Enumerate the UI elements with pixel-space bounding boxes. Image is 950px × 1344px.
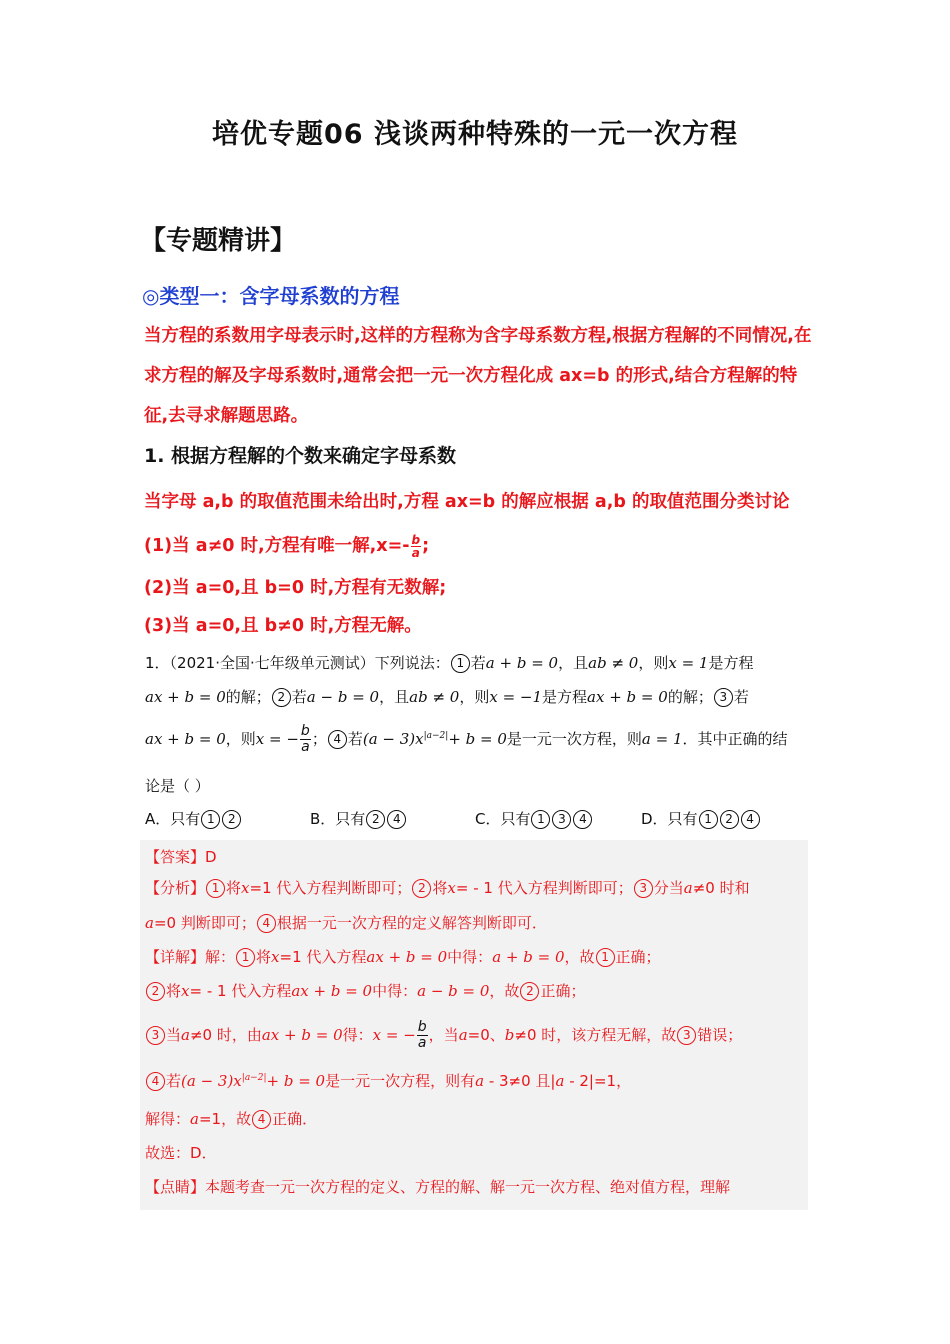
math-expression: x = − — [372, 1026, 416, 1044]
circled-3-icon: 3 — [634, 879, 653, 898]
circled-1-icon: 1 — [201, 810, 220, 829]
circled-1-icon: 1 — [531, 810, 550, 829]
detail-text: =0、 — [467, 1026, 505, 1044]
detail-fraction — [417, 1020, 428, 1051]
fraction-denominator: a — [417, 1035, 427, 1051]
solve-label: 解得： — [145, 1110, 191, 1128]
detail-text: ≠0 时，由 — [189, 1026, 262, 1044]
math-expression: a − b = 0 — [417, 982, 490, 1000]
analysis-label: 【分析】 — [145, 879, 206, 897]
choose-label: 故选： — [145, 1144, 191, 1162]
analysis-text: 将 — [226, 879, 242, 897]
math-expression: + b = 0 — [266, 1072, 326, 1090]
option-a-label: A．只有 — [145, 810, 201, 828]
math-expression: a + b = 0 — [485, 654, 559, 672]
math-var: x — [181, 982, 190, 1000]
question-text: ，则 — [459, 688, 490, 706]
circled-2-icon: 2 — [366, 810, 385, 829]
circled-2-icon: 2 — [272, 688, 291, 707]
question-text: 下列说法： — [374, 654, 450, 672]
circled-1-icon: 1 — [451, 654, 470, 673]
circled-3-icon: 3 — [146, 1026, 165, 1045]
circled-4-icon: 4 — [328, 730, 347, 749]
option-a[interactable] — [145, 808, 242, 829]
option-b-label: B．只有 — [310, 810, 366, 828]
question-line-1 — [145, 652, 753, 673]
answer-label: 【答案】 — [145, 848, 206, 866]
math-var: a — [475, 1072, 485, 1090]
question-text: 若 — [733, 688, 749, 706]
answer-line — [145, 846, 217, 867]
question-line-3 — [145, 724, 788, 755]
question-text: 若 — [291, 688, 307, 706]
math-expression: ab ≠ 0 — [588, 654, 639, 672]
detail-text: - 3≠0 且| — [484, 1072, 556, 1090]
option-c-label: C．只有 — [475, 810, 531, 828]
detail-text: 正确； — [615, 948, 661, 966]
subheading: 1. 根据方程解的个数来确定字母系数 — [144, 445, 457, 467]
analysis-line-1 — [145, 877, 750, 898]
circled-4-icon: 4 — [573, 810, 592, 829]
circled-4-icon: 4 — [252, 1110, 271, 1129]
circled-1-icon: 1 — [206, 879, 225, 898]
circled-4-icon: 4 — [146, 1072, 165, 1091]
question-text: 是方程 — [542, 688, 588, 706]
question-text: ，且 — [558, 654, 589, 672]
fraction-numerator: b — [300, 723, 310, 739]
detail-text: ，当 — [428, 1026, 459, 1044]
question-text: 是一元一次方程，则 — [506, 730, 642, 748]
math-var: a — [181, 1026, 190, 1044]
option-d[interactable] — [641, 808, 761, 829]
math-var: x — [241, 879, 250, 897]
math-var: a — [190, 1110, 199, 1128]
case-1-fraction — [411, 534, 422, 559]
math-var: a — [555, 1072, 565, 1090]
detail-text: 当 — [166, 1026, 182, 1044]
comment-text: 本题考查一元一次方程的定义、方程的解、解一元一次方程、绝对值方程，理解 — [205, 1178, 731, 1196]
analysis-text: 将 — [432, 879, 448, 897]
question-text: 的解； — [667, 688, 713, 706]
section-title: 【专题精讲】 — [140, 226, 297, 256]
question-fraction — [300, 724, 311, 755]
question-text: ，且 — [379, 688, 410, 706]
option-c[interactable] — [475, 808, 593, 829]
detail-text: ≠0 时，该方程无解，故 — [514, 1026, 677, 1044]
analysis-text: = - 1 代入方程判断即可； — [455, 879, 633, 897]
math-var: a — [683, 879, 693, 897]
math-expression: a + b = 0 — [492, 948, 565, 966]
solve-line — [145, 1108, 317, 1129]
option-b[interactable] — [310, 808, 407, 829]
detail-text: 中得： — [447, 948, 493, 966]
detail-label: 【详解】 — [145, 948, 206, 966]
question-text: 若 — [470, 654, 486, 672]
type-heading: ◎类型一：含字母系数的方程 — [142, 284, 400, 308]
detail-text: 是一元一次方程，则有 — [325, 1072, 476, 1090]
question-text: ，则 — [638, 654, 669, 672]
case-1-denominator: a — [411, 545, 420, 560]
detail-text: 若 — [166, 1072, 182, 1090]
comment-line — [145, 1176, 730, 1197]
option-d-label: D．只有 — [641, 810, 698, 828]
circled-4-icon: 4 — [741, 810, 760, 829]
answer-value: D — [205, 848, 217, 866]
intro-paragraph: 当方程的系数用字母表示时,这样的方程称为含字母系数方程,根据方程解的不同情况,在求方程的解及字母系数时,通常会把一元一次方程化成 ax=b 的形式,结合方程解的特征,去寻求解题思路。 — [144, 326, 812, 426]
math-var: x — [271, 948, 280, 966]
circled-3-icon: 3 — [552, 810, 571, 829]
math-exponent: |a−2| — [241, 1073, 267, 1083]
rule-intro: 当字母 a,b 的取值范围未给出时,方程 ax=b 的解应根据 a,b 的取值范围分类讨论 — [144, 492, 790, 512]
math-var: b — [504, 1026, 515, 1044]
detail-line-2 — [145, 980, 585, 1001]
case-2: (2)当 a=0,且 b=0 时,方程有无数解; — [144, 578, 447, 598]
detail-text: =1 代入方程 — [279, 948, 367, 966]
circled-1-icon: 1 — [236, 948, 255, 967]
case-1-end: ; — [422, 536, 430, 556]
math-expression: x = 1 — [668, 654, 709, 672]
question-line-2 — [145, 686, 749, 707]
question-number: 1． — [145, 654, 170, 672]
document-title: 培优专题06 浅谈两种特殊的一元一次方程 — [212, 119, 738, 150]
circled-2-icon: 2 — [146, 982, 165, 1001]
circled-1-icon: 1 — [699, 810, 718, 829]
case-1 — [144, 532, 429, 559]
choose-line — [145, 1142, 217, 1163]
math-expression: + b = 0 — [448, 730, 507, 748]
math-expression: (a − 3)x — [181, 1072, 242, 1090]
math-expression: a − b = 0 — [306, 688, 380, 706]
math-expression: ab ≠ 0 — [409, 688, 460, 706]
case-1-numerator: b — [411, 532, 421, 547]
math-expression: ax + b = 0 — [366, 948, 448, 966]
circled-1-icon: 1 — [596, 948, 615, 967]
detail-text: ，故 — [564, 948, 595, 966]
math-expression: ax + b = 0 — [291, 982, 373, 1000]
question-text: 若 — [347, 730, 363, 748]
question-text: 的解； — [225, 688, 271, 706]
detail-text: 得： — [342, 1026, 373, 1044]
math-expression: ax + b = 0 — [587, 688, 668, 706]
case-3: (3)当 a=0,且 b≠0 时,方程无解。 — [144, 616, 422, 636]
analysis-text: 根据一元一次方程的定义解答判断即可． — [276, 914, 547, 932]
question-line-4: 论是（ ） — [145, 777, 210, 795]
comment-label: 【点睛】 — [145, 1178, 206, 1196]
detail-text: 解： — [205, 948, 236, 966]
math-var: a — [458, 1026, 468, 1044]
math-var: x — [447, 879, 456, 897]
analysis-text: 分当 — [653, 879, 684, 897]
choose-value: D． — [190, 1144, 217, 1162]
analysis-text: =0 判断即可； — [153, 914, 256, 932]
detail-line-1 — [145, 946, 661, 967]
math-expression: ax + b = 0 — [145, 730, 226, 748]
question-text: 是方程 — [708, 654, 754, 672]
case-1-text: (1)当 a≠0 时,方程有唯一解,x=- — [144, 536, 410, 556]
circled-3-icon: 3 — [677, 1026, 696, 1045]
analysis-line-2 — [145, 912, 547, 933]
circled-4-icon: 4 — [387, 810, 406, 829]
solve-text: 正确． — [272, 1110, 318, 1128]
circled-2-icon: 2 — [412, 879, 431, 898]
math-expression: a = 1 — [641, 730, 683, 748]
solve-text: =1，故 — [198, 1110, 252, 1128]
fraction-denominator: a — [301, 739, 310, 755]
analysis-text: =1 代入方程判断即可； — [249, 879, 412, 897]
circled-2-icon: 2 — [520, 982, 539, 1001]
detail-line-4 — [145, 1070, 631, 1091]
detail-line-3 — [145, 1020, 742, 1051]
math-var: a — [145, 914, 154, 932]
detail-text: ，故 — [489, 982, 520, 1000]
detail-text: 正确； — [540, 982, 586, 1000]
math-exponent: |a−2| — [423, 731, 449, 741]
question-text: ； — [311, 730, 327, 748]
detail-text: 将 — [256, 948, 272, 966]
circled-4-icon: 4 — [257, 914, 276, 933]
math-expression: ax + b = 0 — [145, 688, 226, 706]
circled-3-icon: 3 — [714, 688, 733, 707]
analysis-text: ≠0 时和 — [692, 879, 750, 897]
circled-2-icon: 2 — [720, 810, 739, 829]
detail-text: - 2|=1， — [564, 1072, 632, 1090]
math-expression: x = − — [255, 730, 299, 748]
detail-text: 将 — [166, 982, 182, 1000]
detail-text: 中得： — [372, 982, 418, 1000]
detail-text: = - 1 代入方程 — [189, 982, 292, 1000]
math-expression: x = −1 — [489, 688, 543, 706]
math-expression: (a − 3)x — [362, 730, 424, 748]
question-text: ，则 — [225, 730, 256, 748]
detail-text: 错误； — [697, 1026, 743, 1044]
fraction-numerator: b — [417, 1019, 427, 1035]
question-text: ．其中正确的结 — [682, 730, 788, 748]
circled-2-icon: 2 — [222, 810, 241, 829]
math-expression: ax + b = 0 — [261, 1026, 343, 1044]
question-source: （2021·全国·七年级单元测试） — [169, 654, 375, 672]
